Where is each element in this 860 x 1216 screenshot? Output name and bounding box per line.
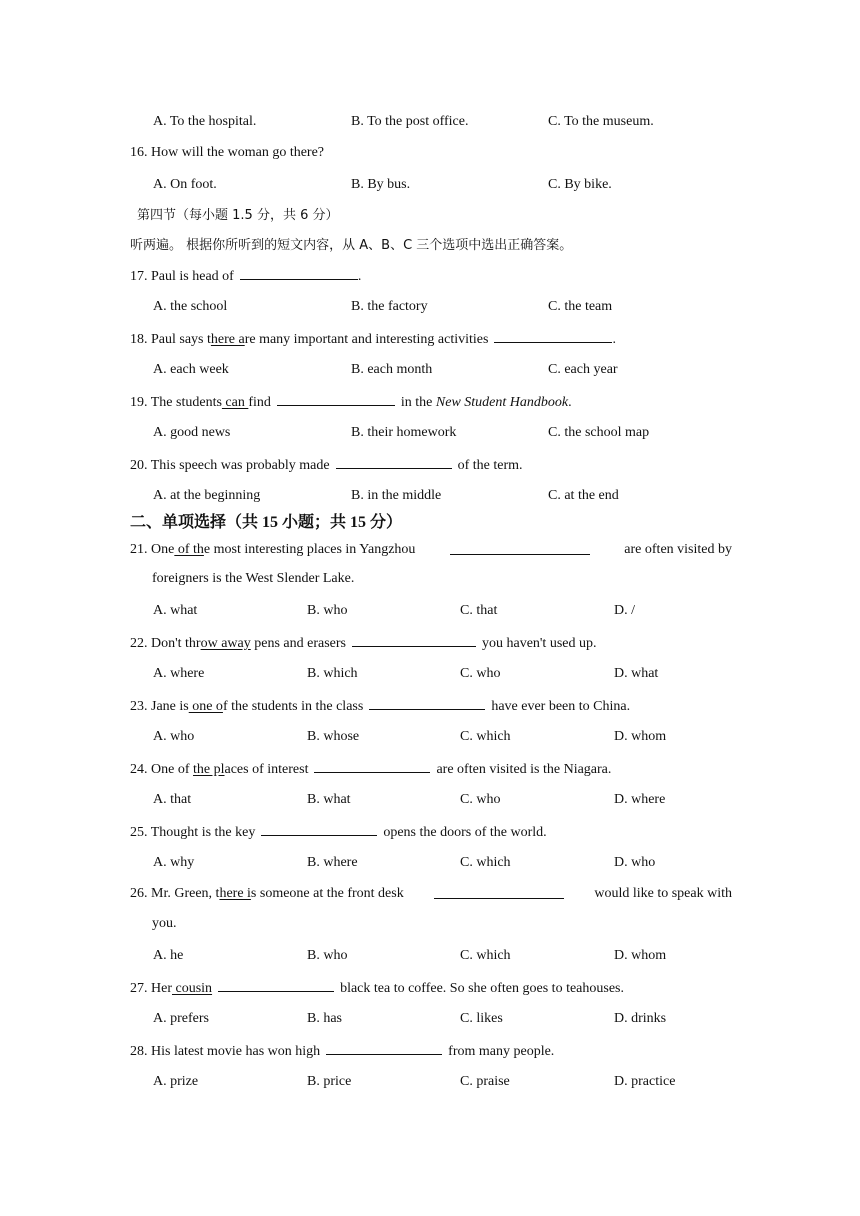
answer-blank — [218, 977, 334, 992]
q15-option-b: B. To the post office. — [351, 114, 469, 129]
q25-stem: 25. Thought is the key opens the doors of the world. — [130, 821, 547, 843]
q21-option-b: B. who — [307, 603, 348, 618]
q16-stem: 16. How will the woman go there? — [130, 145, 325, 160]
q23-option-a: A. who — [153, 729, 195, 744]
q25-option-a: A. why — [153, 855, 195, 870]
q21-stem-line2: foreigners is the West Slender Lake. — [152, 571, 355, 586]
answer-blank — [326, 1040, 442, 1055]
q26-option-b: B. who — [307, 948, 348, 963]
q28-option-d: D. practice — [614, 1074, 676, 1089]
q25-option-c: C. which — [460, 855, 511, 870]
q24-option-c: C. who — [460, 792, 501, 807]
q16-option-b: B. By bus. — [351, 177, 411, 192]
q23-stem: 23. Jane is one of the students in the class have ever been to China. — [130, 695, 630, 717]
q23-option-b: B. whose — [307, 729, 360, 744]
section4-title: 第四节（每小题 1.5 分，共 6 分） — [137, 208, 339, 223]
q16-option-c: C. By bike. — [548, 177, 612, 192]
q27-stem: 27. Her cousin black tea to coffee. So she often goes to teahouses. — [130, 977, 624, 999]
q22-option-b: B. which — [307, 666, 358, 681]
q20-option-a: A. at the beginning — [153, 488, 261, 503]
q26-option-a: A. he — [153, 948, 184, 963]
q28-option-b: B. price — [307, 1074, 352, 1089]
section4-instruction: 听两遍。 根据你所听到的短文内容，从 A、B、C 三个选项中选出正确答案。 — [130, 238, 573, 253]
q28-option-a: A. prize — [153, 1074, 199, 1089]
answer-blank — [494, 328, 612, 343]
q17-option-c: C. the team — [548, 299, 613, 314]
q20-stem: 20. This speech was probably made of the term. — [130, 454, 523, 476]
q18-option-b: B. each month — [351, 362, 433, 377]
answer-blank — [450, 540, 590, 555]
q19-stem: 19. The students can find in the New Student Handbook. — [130, 391, 572, 413]
q26-stem: 26. Mr. Green, there is someone at the front desk would like to speak with — [130, 886, 732, 901]
q27-option-d: D. drinks — [614, 1011, 667, 1026]
q28-option-c: C. praise — [460, 1074, 510, 1089]
answer-blank — [277, 391, 395, 406]
q27-option-b: B. has — [307, 1011, 342, 1026]
q26-option-d: D. whom — [614, 948, 667, 963]
q23-option-d: D. whom — [614, 729, 667, 744]
q17-stem: 17. Paul is head of . — [130, 265, 361, 287]
answer-blank — [352, 632, 476, 647]
q24-stem: 24. One of the places of interest are often visited is the Niagara. — [130, 758, 611, 780]
q26-stem-line2: you. — [152, 916, 177, 931]
q17-option-a: A. the school — [153, 299, 228, 314]
q21-option-d: D. / — [614, 603, 635, 618]
q18-option-c: C. each year — [548, 362, 618, 377]
q25-option-b: B. where — [307, 855, 358, 870]
answer-blank — [434, 884, 564, 899]
q27-option-a: A. prefers — [153, 1011, 209, 1026]
q15-option-c: C. To the museum. — [548, 114, 654, 129]
answer-blank — [261, 821, 377, 836]
q23-option-c: C. which — [460, 729, 511, 744]
q20-option-c: C. at the end — [548, 488, 619, 503]
q26-option-c: C. which — [460, 948, 511, 963]
q24-option-a: A. that — [153, 792, 192, 807]
q19-option-b: B. their homework — [351, 425, 457, 440]
q18-stem: 18. Paul says there are many important and interesting activities . — [130, 328, 616, 350]
q21-option-c: C. that — [460, 603, 498, 618]
q19-option-a: A. good news — [153, 425, 231, 440]
q22-option-d: D. what — [614, 666, 659, 681]
q22-stem: 22. Don't throw away pens and erasers you haven't used up. — [130, 632, 597, 654]
q21-option-a: A. what — [153, 603, 198, 618]
q24-option-b: B. what — [307, 792, 351, 807]
answer-blank — [336, 454, 452, 469]
q25-option-d: D. who — [614, 855, 656, 870]
q28-stem: 28. His latest movie has won high from many people. — [130, 1040, 554, 1062]
answer-blank — [314, 758, 430, 773]
q18-option-a: A. each week — [153, 362, 229, 377]
q21-stem: 21. One of the most interesting places in Yangzhou are often visited by — [130, 542, 732, 557]
q19-option-c: C. the school map — [548, 425, 650, 440]
q20-option-b: B. in the middle — [351, 488, 442, 503]
q16-option-a: A. On foot. — [153, 177, 217, 192]
q24-option-d: D. where — [614, 792, 666, 807]
answer-blank — [240, 265, 358, 280]
part2-title: 二、单项选择（共 15 小题；共 15 分） — [130, 514, 403, 531]
q17-option-b: B. the factory — [351, 299, 428, 314]
q15-option-a: A. To the hospital. — [153, 114, 257, 129]
answer-blank — [369, 695, 485, 710]
q27-option-c: C. likes — [460, 1011, 503, 1026]
q22-option-c: C. who — [460, 666, 501, 681]
q22-option-a: A. where — [153, 666, 205, 681]
